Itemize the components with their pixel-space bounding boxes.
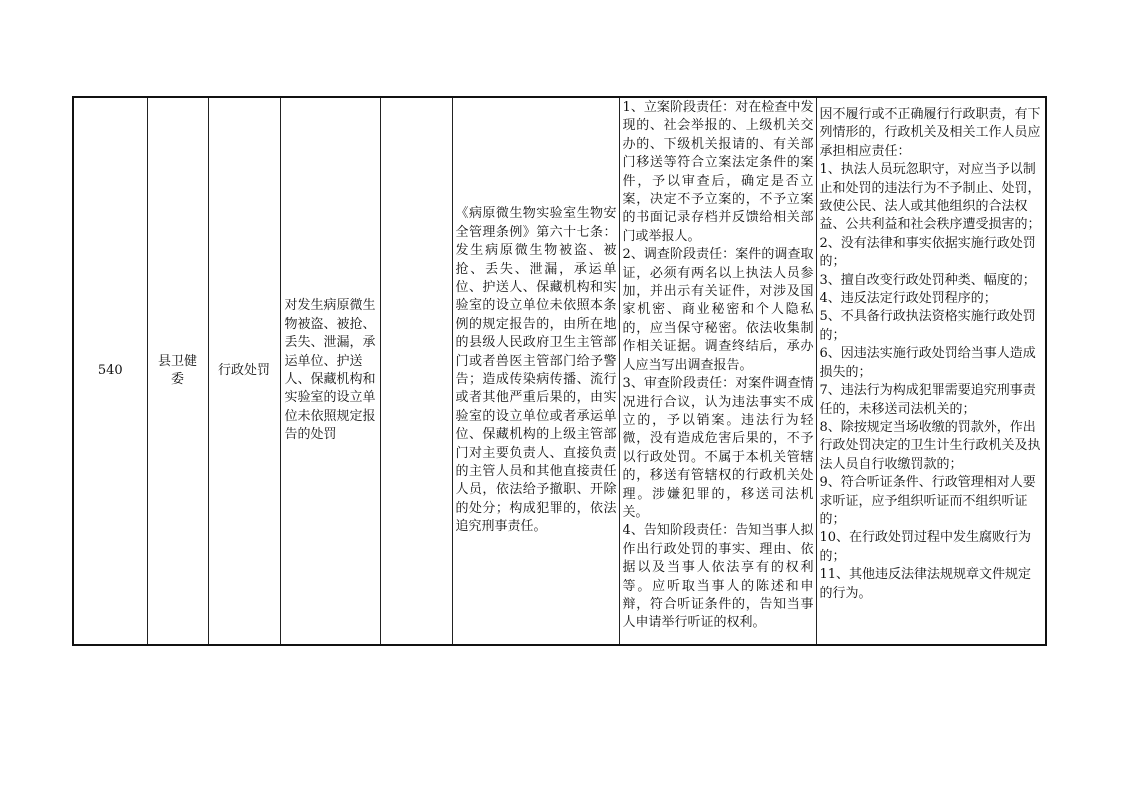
accountability-item: 10、在行政处罚过程中发生腐败行为的； — [819, 530, 1032, 564]
sub-item-cell — [380, 97, 452, 645]
responsibility-item: 2、调查阶段责任：案件的调查取证，必须有两名以上执法人员参加，并出示有关证件，对涉及国家机密、商业秘密和个人隐私的，应当保守秘密。依法收集制作相关证据。调查终结后，承办人应当写出调查报告。 — [622, 247, 814, 373]
legal-basis-cell: 《病原微生物实验室生物安全管理条例》第六十七条：发生病原微生物被盗、被抢、丢失、泄漏，承运单位、护送人、保藏机构和实验室的设立单位未依照本条例的规定报告的，由所在地的县级人民政府卫生主管部门或者兽医主管部门给予警告；造成传染病传播、流行或者其他严重后果的，由实验室的设立单位或者承运单位、保藏机构的上级主管部门对主要负责人、直接负责的主管人员和其他直接责任人员，依法给予撤职、开除的处分；构成犯罪的，依法追究刑事责任。 — [452, 97, 619, 645]
accountability-item: 2、没有法律和事实依据实施行政处罚的； — [819, 235, 1036, 270]
accountability-item: 7、违法行为构成犯罪需要追究刑事责任的，未移送司法机关的； — [819, 383, 1036, 417]
responsibility-item: 1、立案阶段责任：对在检查中发现的、社会举报的、上级机关交办的、下级机关报请的、有关部门移送等符合立案法定条件的案件，予以审查后，确定是否立案，决定不予立案的，不予立案的书面记录存档并反馈给相关部门或举报人。 — [622, 100, 814, 244]
accountability-item: 3、擅自改变行政处罚种类、幅度的； — [819, 272, 1036, 288]
table-row — [73, 97, 1046, 645]
accountability-item: 8、除按规定当场收缴的罚款外，作出行政处罚决定的卫生计生行政机关及执法人员自行收缴罚款的； — [819, 419, 1041, 472]
accountability-item: 6、因违法实施行政处罚给当事人造成损失的； — [819, 346, 1036, 380]
responsibility-cell — [619, 97, 816, 645]
accountability-item: 9、符合听证条件、行政管理相对人要求听证，应予组织听证而不组织听证的； — [819, 475, 1036, 527]
responsibility-item: 4、告知阶段责任：告知当事人拟作出行政处罚的事实、理由、依据以及当事人依法享有的权利等。应听取当事人的陈述和申辩，符合听证条件的，告知当事人申请举行听证的权利。 — [622, 523, 814, 631]
accountability-item: 11、其他违反法律法规规章文件规定的行为。 — [819, 567, 1032, 601]
accountability-intro: 因不履行或不正确履行行政职责，有下列情形的，行政机关及相关工作人员应承担相应责任： — [819, 107, 1041, 159]
department-cell — [147, 97, 208, 645]
department-name: 县卫健委 — [157, 353, 197, 387]
accountability-cell — [816, 97, 1046, 645]
accountability-item: 1、执法人员玩忽职守，对应当予以制止和处罚的违法行为不予制止、处罚，致使公民、法人或其他组织的合法权益、公共利益和社会秩序遭受损害的； — [819, 162, 1041, 233]
accountability-item: 5、不具备行政执法资格实施行政处罚的； — [819, 309, 1036, 343]
category-cell: 行政处罚 — [208, 97, 280, 645]
accountability-item: 4、违反法定行政处罚程序的； — [819, 291, 997, 307]
item-number: 540 — [73, 97, 147, 645]
item-name-cell: 对发生病原微生物被盗、被抢、丢失、泄漏，承运单位、护送人、保藏机构和实验室的设立单位未依照规定报告的处罚 — [280, 97, 380, 645]
responsibility-item: 3、审查阶段责任：对案件调查情况进行合议，认为违法事实不成立的，予以销案。违法行为轻微，没有造成危害后果的，不予以行政处罚。不属于本机关管辖的，移送有管辖权的行政机关处理。涉嫌犯罪的，移送司法机关。 — [622, 376, 814, 520]
penalty-table — [72, 96, 1047, 646]
